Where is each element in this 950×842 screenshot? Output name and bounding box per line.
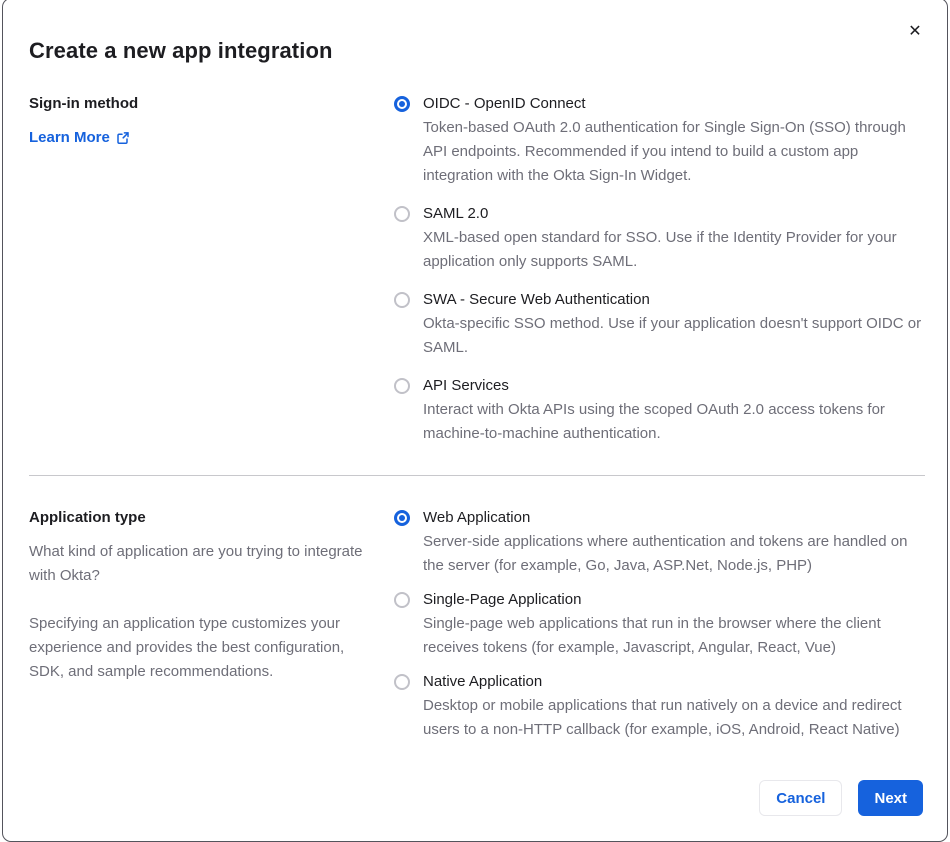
application-type-options	[394, 506, 925, 742]
radio-button-swa[interactable]	[394, 292, 410, 308]
radio-label: Single-Page Application	[423, 591, 582, 608]
dialog-title: Create a new app integration	[29, 38, 333, 63]
section-divider	[29, 475, 925, 476]
radio-option-native-application[interactable]	[394, 670, 925, 742]
radio-label: OIDC - OpenID Connect	[423, 95, 586, 112]
radio-button-native-application[interactable]	[394, 674, 410, 690]
radio-description: Single-page web applications that run in the browser where the client receives tokens (for example, Javascript, Angular, React, Vue)	[423, 615, 881, 656]
radio-option-single-page-application[interactable]	[394, 588, 925, 660]
radio-button-single-page-application[interactable]	[394, 592, 410, 608]
application-type-explanation: Specifying an application type customizes your experience and provides the best configuration, SDK, and sample recommendations.	[29, 615, 345, 680]
cancel-button[interactable]: Cancel	[759, 780, 842, 816]
radio-description: Server-side applications where authentication and tokens are handled on the server (for example, Go, Java, ASP.Net, Node.js, PHP)	[423, 533, 908, 574]
radio-description: Desktop or mobile applications that run natively on a device and redirect users to a non-HTTP callback (for example, iOS, Android, React Native)	[423, 697, 902, 738]
learn-more-link[interactable]	[29, 126, 130, 150]
radio-label: Web Application	[423, 509, 531, 526]
application-type-section	[29, 506, 925, 742]
application-type-label: Application type	[29, 509, 146, 526]
radio-label: Native Application	[423, 673, 543, 690]
application-type-question: What kind of application are you trying to integrate with Okta?	[29, 543, 363, 584]
radio-option-swa[interactable]	[394, 288, 925, 360]
radio-label: SWA - Secure Web Authentication	[423, 291, 650, 308]
next-button[interactable]: Next	[858, 780, 923, 816]
radio-option-saml[interactable]	[394, 202, 925, 274]
radio-button-web-application-selected[interactable]	[394, 510, 410, 526]
radio-label: API Services	[423, 377, 509, 394]
radio-description: Interact with Okta APIs using the scoped OAuth 2.0 access tokens for machine-to-machine authentication.	[423, 401, 885, 442]
dialog-footer	[29, 780, 925, 816]
create-app-integration-dialog	[2, 0, 948, 842]
signin-method-options	[394, 92, 925, 446]
radio-button-oidc-selected[interactable]	[394, 96, 410, 112]
radio-description: Okta-specific SSO method. Use if your application doesn't support OIDC or SAML.	[423, 315, 922, 356]
radio-option-oidc[interactable]	[394, 92, 925, 188]
external-link-icon	[116, 131, 130, 145]
radio-option-api-services[interactable]	[394, 374, 925, 446]
signin-method-section	[29, 92, 925, 446]
radio-label: SAML 2.0	[423, 205, 489, 222]
close-icon[interactable]: ✕	[903, 19, 927, 43]
radio-description: Token-based OAuth 2.0 authentication for Single Sign-On (SSO) through API endpoints. Recommended if you intend to build a custom app integration with the Okta Sign-In Widget.	[423, 119, 906, 184]
signin-method-left-col	[29, 92, 394, 150]
radio-description: XML-based open standard for SSO. Use if the Identity Provider for your application only supports SAML.	[423, 229, 897, 270]
learn-more-label: Learn More	[29, 129, 110, 146]
radio-option-web-application[interactable]	[394, 506, 925, 578]
application-type-left-col	[29, 506, 394, 684]
radio-button-api-services[interactable]	[394, 378, 410, 394]
radio-button-saml[interactable]	[394, 206, 410, 222]
signin-method-label: Sign-in method	[29, 95, 139, 112]
